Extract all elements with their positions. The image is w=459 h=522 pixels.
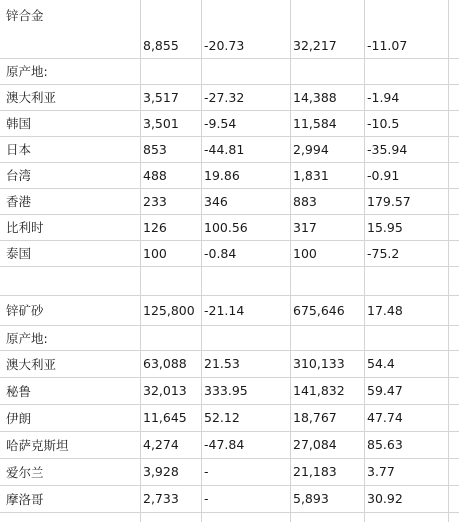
table-cell[interactable]: 59.47 (367, 383, 403, 398)
table-row (0, 58, 459, 84)
table-cell[interactable] (364, 266, 459, 295)
table-cell[interactable]: 32,217 (293, 38, 337, 53)
table-cell[interactable]: - (204, 491, 209, 506)
table-cell[interactable]: 675,646 (293, 302, 345, 318)
table-cell[interactable] (364, 325, 459, 350)
table-cell[interactable]: -44.81 (204, 141, 245, 157)
table-cell[interactable] (201, 266, 290, 295)
table-cell[interactable]: 日本 (6, 142, 32, 157)
table-cell[interactable] (201, 58, 290, 84)
table-cell[interactable] (140, 325, 201, 350)
table-cell[interactable]: 比利时 (6, 220, 44, 235)
table-cell[interactable]: 5,893 (293, 491, 329, 506)
table-cell[interactable] (290, 325, 364, 350)
table-cell[interactable]: 原产地: (6, 64, 48, 79)
table-cell[interactable]: 19.86 (204, 167, 240, 183)
table-cell[interactable]: 秘鲁 (6, 383, 32, 399)
table-cell[interactable]: 8,855 (143, 38, 179, 53)
table-row (0, 188, 459, 214)
table-cell[interactable]: 100 (293, 245, 317, 261)
table-row (0, 377, 459, 404)
table-cell[interactable]: 原产地: (6, 330, 48, 346)
table-cell[interactable]: 883 (293, 193, 317, 209)
table-cell[interactable]: 泰国 (6, 246, 32, 261)
table-cell[interactable]: - (204, 464, 209, 479)
table-cell[interactable]: 2,733 (143, 491, 179, 506)
table-row (0, 350, 459, 377)
table-cell[interactable]: 澳大利亚 (6, 356, 57, 372)
table-cell[interactable]: 47.74 (367, 410, 403, 425)
table-row (0, 485, 459, 512)
table-row (0, 84, 459, 110)
table-cell[interactable]: -9.54 (204, 115, 237, 131)
table-cell[interactable]: 4,274 (143, 437, 179, 452)
table-cell[interactable]: 17.48 (367, 302, 403, 318)
table-cell[interactable] (364, 58, 459, 84)
table-row (0, 458, 459, 485)
table-cell[interactable] (290, 58, 364, 84)
table-cell[interactable]: 52.12 (204, 410, 240, 425)
table-cell[interactable]: 韩国 (6, 116, 32, 131)
table-cell[interactable]: -75.2 (367, 245, 400, 261)
table-cell[interactable]: 台湾 (6, 168, 32, 183)
table-cell[interactable]: 100.56 (204, 219, 248, 235)
table-row (0, 136, 459, 162)
table-cell[interactable]: 317 (293, 219, 317, 235)
table-cell[interactable]: 18,767 (293, 410, 337, 425)
table-row (0, 295, 459, 325)
table-cell[interactable]: 333.95 (204, 383, 248, 398)
table-cell[interactable]: 853 (143, 141, 167, 157)
table-cell[interactable] (140, 58, 201, 84)
table-cell[interactable]: -20.73 (204, 38, 245, 53)
table-cell[interactable]: 2,994 (293, 141, 329, 157)
table-cell[interactable]: -11.07 (367, 38, 408, 53)
table-cell[interactable]: 15.95 (367, 219, 403, 235)
table-row (0, 240, 459, 266)
table-cell[interactable]: 27,084 (293, 437, 337, 452)
table-row (0, 325, 459, 350)
table-row (0, 0, 459, 58)
table-cell[interactable]: 488 (143, 167, 167, 183)
table-row-empty (0, 266, 459, 295)
table-cell[interactable]: 100 (143, 245, 167, 261)
table-cell[interactable]: 233 (143, 193, 167, 209)
table-cell[interactable]: 179.57 (367, 193, 411, 209)
table-cell[interactable]: -35.94 (367, 141, 408, 157)
table-cell[interactable] (201, 325, 290, 350)
grid-line (0, 512, 459, 513)
table-cell[interactable]: 125,800 (143, 302, 195, 318)
table-cell[interactable]: 11,584 (293, 115, 337, 131)
table-cell[interactable]: 3,928 (143, 464, 179, 479)
table-cell[interactable]: 澳大利亚 (6, 90, 57, 105)
table-cell[interactable]: 11,645 (143, 410, 187, 425)
table-cell[interactable]: 3,517 (143, 89, 179, 105)
table-cell[interactable]: 14,388 (293, 89, 337, 105)
table-row (0, 431, 459, 458)
table-cell[interactable]: 锌合金 (6, 8, 44, 23)
table-cell[interactable]: 伊朗 (6, 410, 32, 426)
table-cell[interactable]: 32,013 (143, 383, 187, 398)
table-cell[interactable]: 310,133 (293, 356, 345, 371)
table-cell[interactable]: 30.92 (367, 491, 403, 506)
table-cell[interactable]: -10.5 (367, 115, 400, 131)
table-cell[interactable]: 85.63 (367, 437, 403, 452)
table-row (0, 404, 459, 431)
table-cell[interactable]: 1,831 (293, 167, 329, 183)
table-cell[interactable]: 63,088 (143, 356, 187, 371)
table-cell[interactable]: -27.32 (204, 89, 245, 105)
table-cell[interactable] (140, 266, 201, 295)
table-cell[interactable]: 126 (143, 219, 167, 235)
table-cell[interactable] (290, 266, 364, 295)
table-cell[interactable]: -1.94 (367, 89, 400, 105)
table-row (0, 162, 459, 188)
table-cell[interactable]: -21.14 (204, 302, 245, 318)
table-cell[interactable]: 346 (204, 193, 228, 209)
table-cell[interactable]: 54.4 (367, 356, 395, 371)
table-cell[interactable]: 3,501 (143, 115, 179, 131)
table-cell[interactable]: 香港 (6, 194, 32, 209)
table-cell[interactable] (0, 266, 140, 295)
table-cell[interactable]: 141,832 (293, 383, 345, 398)
table-cell[interactable]: 21,183 (293, 464, 337, 479)
table-cell[interactable]: 锌矿砂 (6, 303, 44, 318)
table-cell[interactable]: 哈萨克斯坦 (6, 437, 69, 453)
table-cell[interactable]: 爱尔兰 (6, 464, 44, 480)
table-row (0, 214, 459, 240)
table-cell[interactable]: 21.53 (204, 356, 240, 371)
table-cell[interactable]: -0.84 (204, 245, 237, 261)
table-cell[interactable]: 摩洛哥 (6, 491, 44, 507)
table-row (0, 110, 459, 136)
table-cell[interactable]: 3.77 (367, 464, 395, 479)
table-cell[interactable]: -0.91 (367, 167, 400, 183)
table-cell[interactable]: -47.84 (204, 437, 245, 452)
